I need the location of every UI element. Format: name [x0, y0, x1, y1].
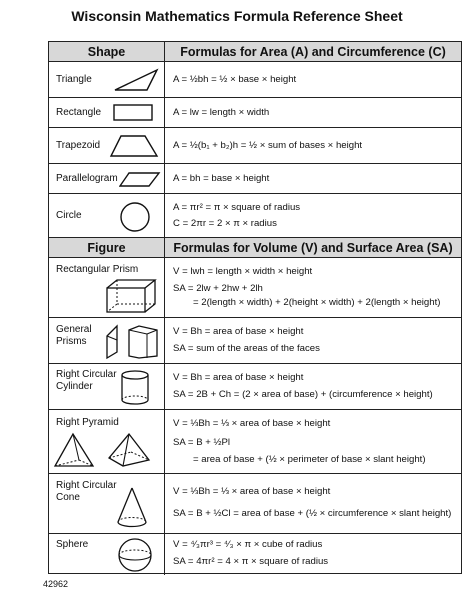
figure-row-cylinder — [49, 364, 461, 410]
formula: V = ⅓Bh = ⅓ × area of base × height — [173, 418, 331, 429]
figure-name: Cone — [56, 492, 80, 503]
rectangular-prism-icon — [105, 278, 159, 314]
shape-row-circle — [49, 194, 461, 238]
formula: SA = 2lw + 2hw + 2lh — [173, 283, 263, 294]
formula: A = ½bh = ½ × base × height — [173, 74, 297, 85]
figure-name: Cylinder — [56, 381, 93, 392]
sphere-icon — [117, 537, 153, 573]
shape-column-header: Shape — [49, 42, 165, 61]
area-header-row — [49, 42, 461, 62]
shape-name: Circle — [56, 210, 82, 221]
formula: A = bh = base × height — [173, 173, 270, 184]
triangle-icon — [113, 68, 159, 92]
page-title: Wisconsin Mathematics Formula Reference Sheet — [71, 8, 403, 24]
formula: C = 2πr = 2 × π × radius — [173, 218, 277, 229]
figure-name: General — [56, 324, 92, 335]
circle-icon — [119, 201, 151, 233]
formula: V = ⁴⁄₃πr³ = ⁴⁄₃ × π × cube of radius — [173, 539, 323, 550]
formula: = area of base + (½ × perimeter of base × slant height) — [193, 454, 426, 465]
figure-row-pyramid — [49, 410, 461, 474]
pyramid-icon — [51, 432, 163, 470]
figure-name: Right Pyramid — [56, 417, 119, 428]
rectangle-icon — [113, 104, 155, 122]
shape-row-triangle — [49, 62, 461, 98]
formula: SA = B + ½Cl = area of base + (½ × circumference × slant height) — [173, 508, 452, 519]
figure-name: Rectangular Prism — [56, 264, 139, 275]
figure-row-sphere — [49, 534, 461, 575]
shape-name: Trapezoid — [56, 140, 101, 151]
figure-name: Right Circular — [56, 480, 117, 491]
figure-row-rectangular-prism — [49, 258, 461, 318]
formula: A = ½(b₁ + b₂)h = ½ × sum of bases × height — [173, 140, 363, 151]
shape-name: Triangle — [56, 74, 92, 85]
figure-column-header: Figure — [49, 238, 165, 257]
figure-row-general-prisms — [49, 318, 461, 364]
formula-table — [48, 41, 462, 574]
cone-icon — [115, 486, 149, 530]
parallelogram-icon — [119, 171, 161, 188]
formula: V = Bh = area of base × height — [173, 372, 304, 383]
formula: SA = 2B + Ch = (2 × area of base) + (circumference × height) — [173, 389, 433, 400]
formula: A = πr² = π × square of radius — [173, 202, 301, 213]
volume-formulas-header: Formulas for Volume (V) and Surface Area (SA) — [173, 240, 453, 255]
figure-name: Prisms — [56, 336, 87, 347]
volume-header-row — [49, 238, 461, 258]
formula: V = ⅓Bh = ⅓ × area of base × height — [173, 486, 331, 497]
formula: SA = B + ½Pl — [173, 437, 231, 448]
formula: V = lwh = length × width × height — [173, 266, 313, 277]
document-code: 42962 — [43, 579, 69, 589]
shape-row-trapezoid — [49, 128, 461, 164]
figure-row-cone — [49, 474, 461, 534]
prisms-icon — [105, 324, 161, 360]
shape-name: Rectangle — [56, 107, 102, 118]
area-formulas-header: Formulas for Area (A) and Circumference (C) — [180, 44, 446, 59]
shape-row-rectangle — [49, 98, 461, 128]
formula: A = lw = length × width — [173, 107, 270, 118]
figure-name: Sphere — [56, 539, 89, 550]
formula: SA = sum of the areas of the faces — [173, 343, 320, 354]
formula: SA = 4πr² = 4 × π × square of radius — [173, 556, 329, 567]
figure-name: Right Circular — [56, 369, 117, 380]
trapezoid-icon — [109, 134, 159, 158]
shape-name: Parallelogram — [56, 173, 118, 184]
formula: V = Bh = area of base × height — [173, 326, 304, 337]
shape-row-parallelogram — [49, 164, 461, 194]
cylinder-icon — [119, 369, 151, 407]
formula: = 2(length × width) + 2(height × width) + 2(length × height) — [193, 297, 441, 308]
